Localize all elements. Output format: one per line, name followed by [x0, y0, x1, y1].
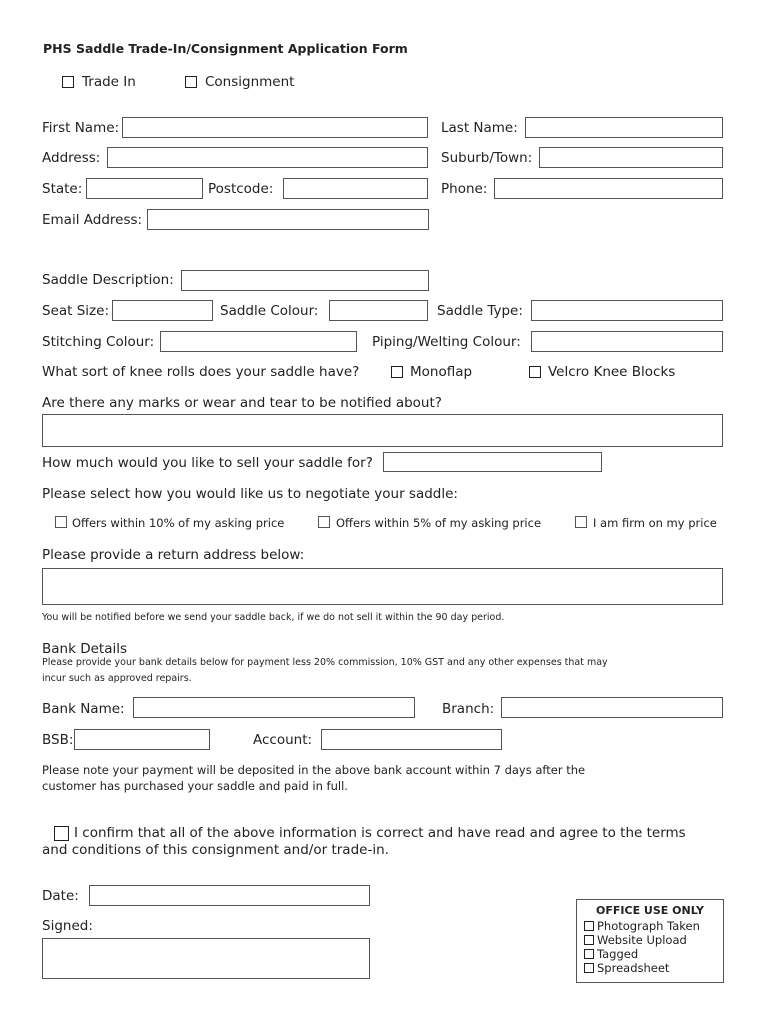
last-name-field[interactable] — [525, 117, 723, 138]
seat-size-field[interactable] — [112, 300, 213, 321]
knee-rolls-question: What sort of knee rolls does your saddle have? — [42, 364, 360, 380]
office-item-label: Photograph Taken — [597, 919, 700, 933]
saddle-description-label: Saddle Description: — [42, 272, 174, 288]
office-item-label: Tagged — [597, 947, 639, 961]
price-question: How much would you like to sell your saddle for? — [42, 455, 373, 471]
website-upload-checkbox[interactable] — [584, 935, 594, 945]
state-field[interactable] — [86, 178, 203, 199]
date-field[interactable] — [89, 885, 370, 906]
signed-label: Signed: — [42, 918, 93, 934]
seat-size-label: Seat Size: — [42, 303, 109, 319]
monoflap-label: Monoflap — [410, 364, 473, 380]
account-label: Account: — [253, 732, 313, 748]
piping-colour-label: Piping/Welting Colour: — [372, 334, 521, 350]
address-label: Address: — [42, 150, 101, 166]
offers-10-checkbox[interactable] — [55, 516, 67, 528]
signature-field[interactable] — [42, 938, 370, 979]
office-use-box — [576, 899, 724, 983]
confirm-checkbox[interactable] — [54, 826, 69, 841]
velcro-knee-blocks-label: Velcro Knee Blocks — [548, 364, 676, 380]
return-address-prompt: Please provide a return address below: — [42, 547, 305, 563]
stitching-colour-field[interactable] — [160, 331, 357, 352]
branch-field[interactable] — [501, 697, 723, 718]
bsb-label: BSB: — [42, 732, 74, 748]
address-field[interactable] — [107, 147, 428, 168]
suburb-label: Suburb/Town: — [441, 150, 533, 166]
bsb-field[interactable] — [74, 729, 210, 750]
first-name-field[interactable] — [122, 117, 428, 138]
confirm-line1: I confirm that all of the above information is correct and have read and agree to the terms — [74, 825, 686, 841]
saddle-description-field[interactable] — [181, 270, 429, 291]
return-address-field[interactable] — [42, 568, 723, 605]
monoflap-checkbox[interactable] — [391, 366, 403, 378]
office-item-label: Website Upload — [597, 933, 687, 947]
offers-5-label: Offers within 5% of my asking price — [336, 516, 542, 530]
saddle-type-field[interactable] — [531, 300, 723, 321]
tagged-checkbox[interactable] — [584, 949, 594, 959]
bank-desc-line2: incur such as approved repairs. — [42, 673, 192, 684]
trade-in-checkbox[interactable] — [62, 76, 74, 88]
piping-colour-field[interactable] — [531, 331, 723, 352]
office-item-spreadsheet — [584, 961, 669, 975]
spreadsheet-checkbox[interactable] — [584, 963, 594, 973]
email-field[interactable] — [147, 209, 429, 230]
email-label: Email Address: — [42, 212, 143, 228]
office-item-tagged — [584, 947, 638, 961]
first-name-label: First Name: — [42, 120, 120, 136]
suburb-field[interactable] — [539, 147, 723, 168]
bank-name-field[interactable] — [133, 697, 415, 718]
phone-label: Phone: — [441, 181, 488, 197]
postcode-label: Postcode: — [208, 181, 274, 197]
date-label: Date: — [42, 888, 79, 904]
offers-10-label: Offers within 10% of my asking price — [72, 516, 285, 530]
saddle-colour-field[interactable] — [329, 300, 428, 321]
payment-note-line2: customer has purchased your saddle and paid in full. — [42, 779, 348, 793]
office-item-photograph — [584, 919, 700, 933]
firm-price-label: I am firm on my price — [593, 516, 717, 530]
office-use-heading: OFFICE USE ONLY — [596, 904, 704, 917]
form-title: PHS Saddle Trade-In/Consignment Application Form — [43, 41, 408, 56]
consignment-label: Consignment — [205, 74, 295, 90]
office-item-website — [584, 933, 687, 947]
price-field[interactable] — [383, 452, 602, 472]
offers-5-checkbox[interactable] — [318, 516, 330, 528]
return-note: You will be notified before we send your saddle back, if we do not sell it within the 90 day period. — [42, 612, 505, 623]
bank-name-label: Bank Name: — [42, 701, 125, 717]
negotiate-question: Please select how you would like us to negotiate your saddle: — [42, 486, 458, 502]
phone-field[interactable] — [494, 178, 723, 199]
stitching-colour-label: Stitching Colour: — [42, 334, 155, 350]
confirm-line2: and conditions of this consignment and/or trade-in. — [42, 842, 389, 858]
saddle-type-label: Saddle Type: — [437, 303, 523, 319]
account-field[interactable] — [321, 729, 502, 750]
velcro-knee-blocks-checkbox[interactable] — [529, 366, 541, 378]
state-label: State: — [42, 181, 83, 197]
postcode-field[interactable] — [283, 178, 428, 199]
last-name-label: Last Name: — [441, 120, 518, 136]
branch-label: Branch: — [442, 701, 495, 717]
payment-note-line1: Please note your payment will be deposited in the above bank account within 7 days after the — [42, 763, 586, 777]
bank-heading: Bank Details — [42, 641, 128, 657]
bank-desc-line1: Please provide your bank details below for payment less 20% commission, 10% GST and any other expenses that may — [42, 657, 608, 668]
office-item-label: Spreadsheet — [597, 961, 670, 975]
marks-question: Are there any marks or wear and tear to be notified about? — [42, 395, 442, 411]
saddle-colour-label: Saddle Colour: — [220, 303, 319, 319]
marks-field[interactable] — [42, 414, 723, 447]
photograph-checkbox[interactable] — [584, 921, 594, 931]
trade-in-label: Trade In — [82, 74, 136, 90]
firm-price-checkbox[interactable] — [575, 516, 587, 528]
consignment-checkbox[interactable] — [185, 76, 197, 88]
